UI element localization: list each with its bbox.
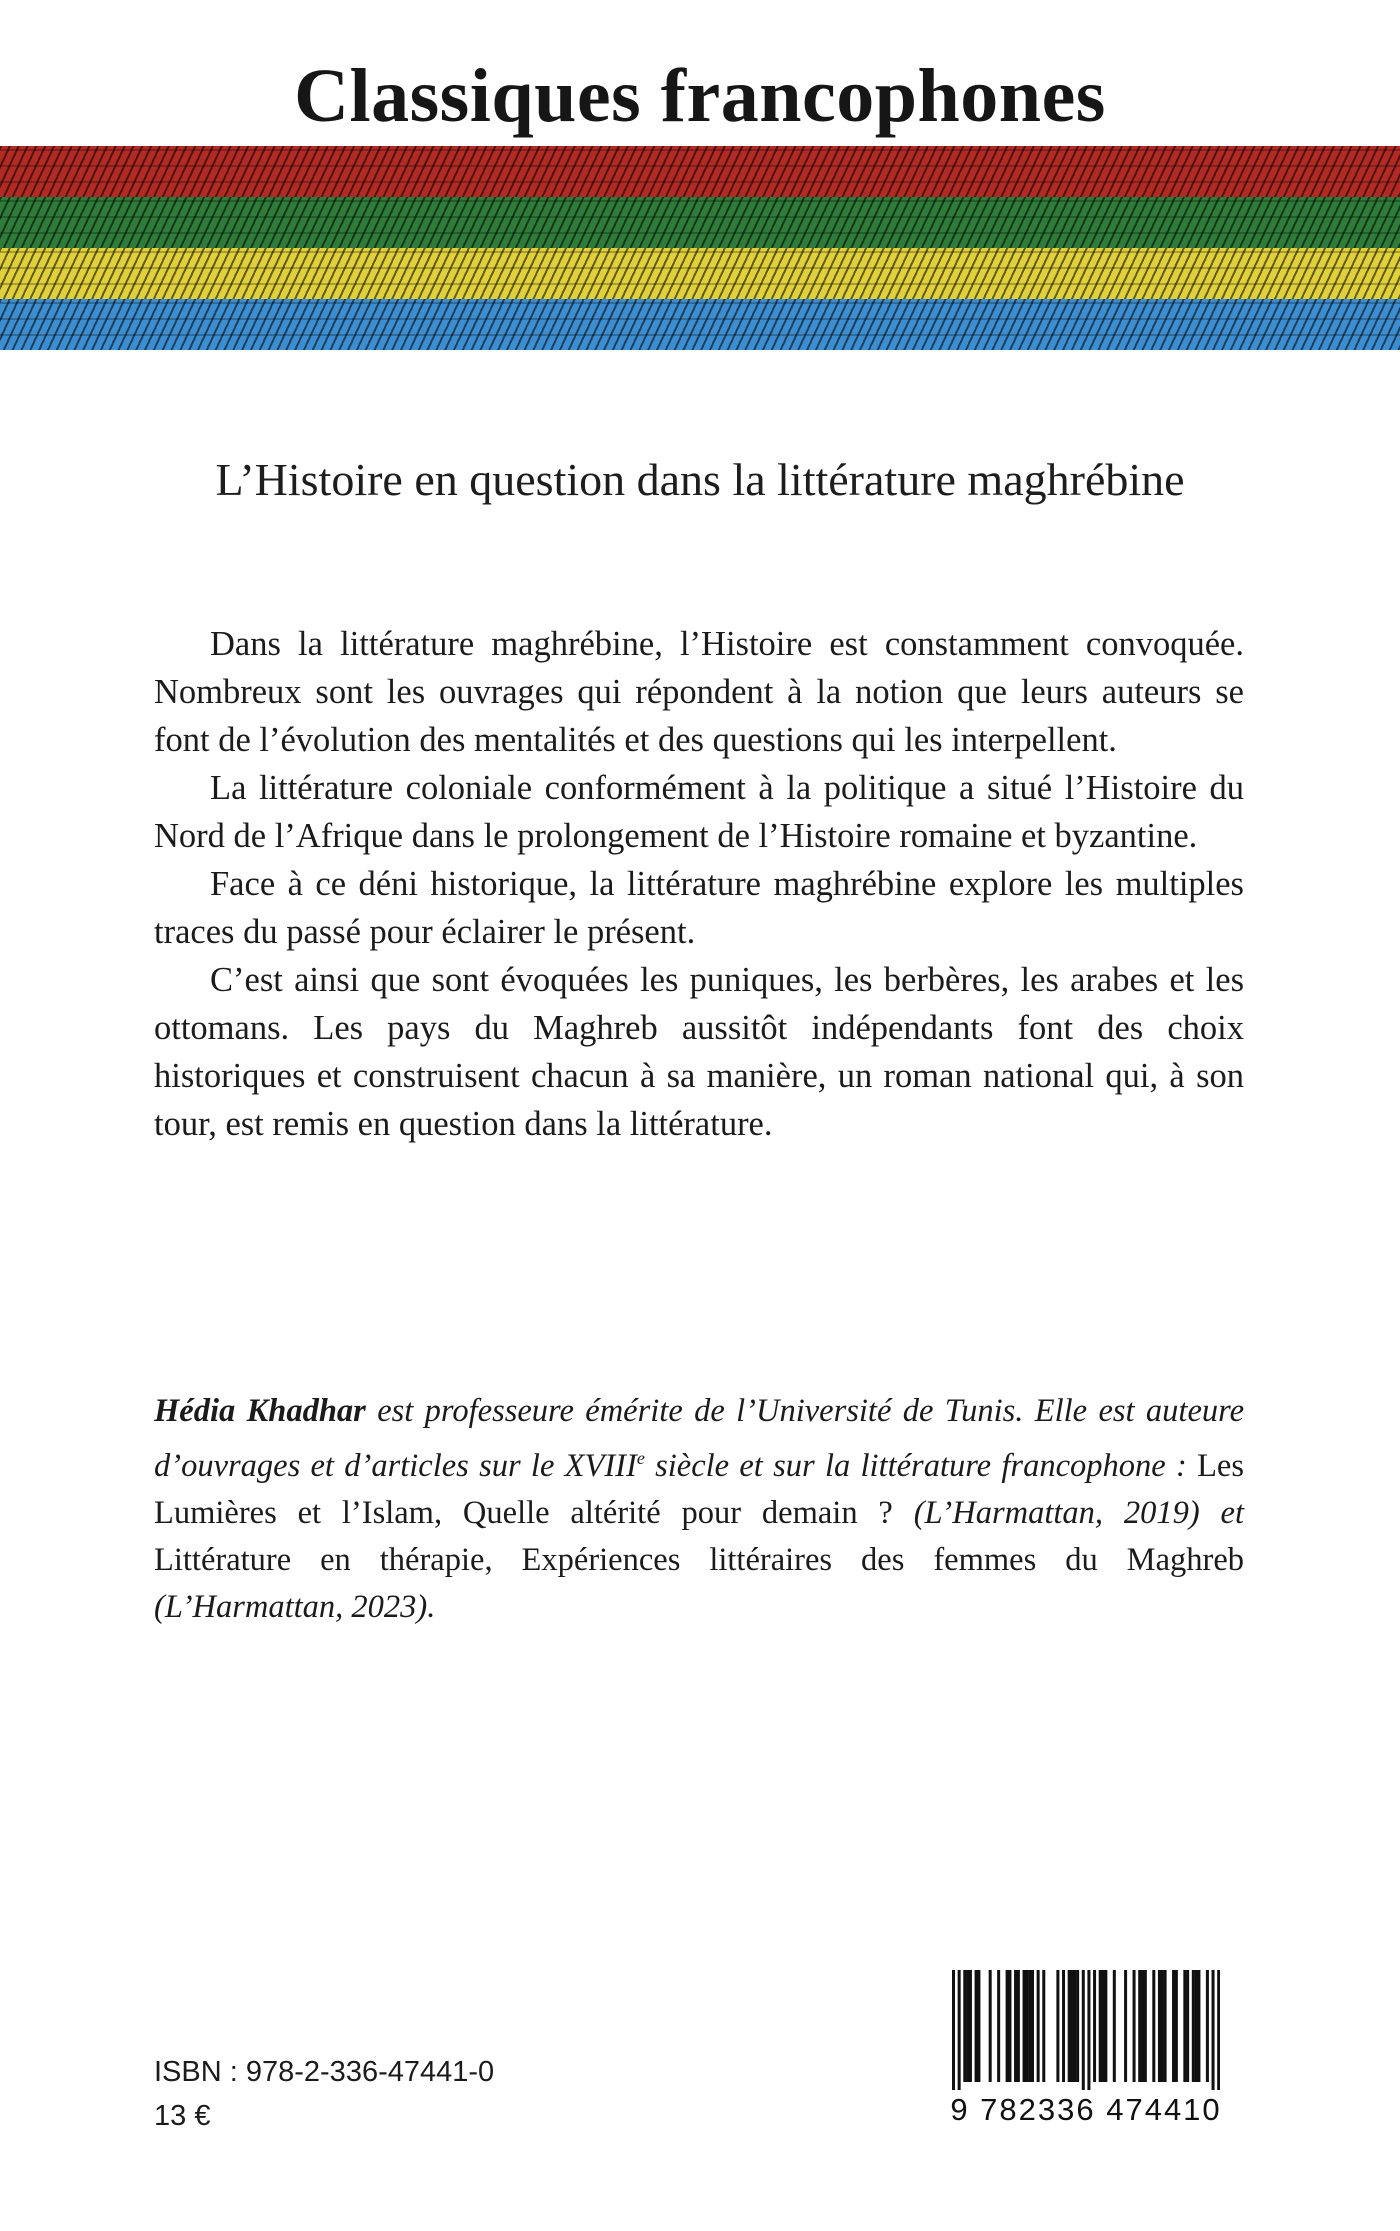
series-title: Classiques francophones: [294, 54, 1106, 138]
barcode-bar: [1192, 1970, 1195, 2082]
bio-text-2: siècle et sur la littérature francophone :: [644, 1447, 1198, 1484]
barcode-bar: [1195, 1970, 1198, 2082]
barcode-bar: [1008, 1970, 1011, 2082]
barcode-bar: [1161, 1970, 1164, 2082]
color-stripes: [0, 146, 1400, 350]
blurb-paragraph-3: Face à ce déni historique, la littérature maghrébine explore les multiples traces du passé pour éclairer le présent.: [154, 865, 1244, 951]
barcode-bar: [963, 1970, 966, 2082]
barcode-bar: [1006, 1970, 1009, 2082]
barcode-bar: [1073, 1970, 1076, 2082]
barcode-bar: [1056, 1970, 1059, 2082]
barcode-bar: [1099, 1970, 1102, 2082]
bio-publisher-2: (L’Harmattan, 2023).: [154, 1588, 436, 1625]
barcode-bar: [977, 1970, 980, 2082]
barcode-bar: [1037, 1970, 1040, 2082]
barcode-bar: [1014, 1970, 1017, 2082]
barcode-bar: [1172, 1970, 1175, 2082]
barcode-bar: [1152, 1970, 1155, 2082]
barcode-bar: [1093, 1970, 1096, 2082]
barcode-bar: [1197, 1970, 1200, 2082]
barcode-bar: [1183, 1970, 1186, 2082]
bio-publisher-1: (L’Harmattan, 2019) et: [892, 1494, 1244, 1531]
stripe-yellow: [0, 248, 1400, 299]
author-bio: [154, 1388, 1244, 1631]
barcode-bars: [952, 1970, 1220, 2090]
barcode-bar: [958, 1970, 961, 2090]
blurb: [154, 620, 1244, 1148]
barcode-bar: [975, 1970, 978, 2082]
author-name: Hédia Khadhar: [154, 1393, 366, 1429]
barcode-bar: [1062, 1970, 1065, 2082]
barcode-bar: [1042, 1970, 1045, 2082]
stripe-green: [0, 197, 1400, 248]
barcode-bar: [1217, 1970, 1220, 2090]
barcode-bar: [1206, 1970, 1209, 2082]
barcode-bar: [1144, 1970, 1147, 2082]
barcode-bar: [1028, 1970, 1031, 2082]
barcode-bar: [966, 1970, 969, 2082]
blurb-paragraph-2: La littérature coloniale conformément à la politique a situé l’Histoire du Nord de l’Afrique dans le prolongement de l’Histoire romaine et byzantine.: [154, 769, 1244, 855]
blurb-paragraph-4: C’est ainsi que sont évoquées les puniques, les berbères, les arabes et les ottomans. Les pays du Maghreb aussitôt indépendants font des choix historiques et construisent chacun à sa manière, un roman national qui, à son tour, est remis en question dans la littérature.: [154, 961, 1244, 1143]
barcode-bar: [997, 1970, 1000, 2082]
barcode-bar: [952, 1970, 955, 2090]
barcode-bar: [1087, 1970, 1090, 2090]
stripe-blue: [0, 299, 1400, 350]
barcode-bar: [1023, 1970, 1026, 2082]
barcode-bar: [1124, 1970, 1127, 2082]
barcode-bar: [969, 1970, 972, 2082]
price: 13 €: [154, 2100, 211, 2132]
bio-sup: e: [636, 1448, 645, 1468]
barcode-bar: [1076, 1970, 1079, 2082]
barcode-bar: [1102, 1970, 1105, 2082]
barcode-bar: [989, 1970, 992, 2082]
barcode-bar: [1104, 1970, 1107, 2082]
isbn: ISBN : 978-2-336-47441-0: [154, 2056, 495, 2088]
barcode-digits: 9 782336 474410: [950, 2092, 1222, 2127]
barcode-bar: [1175, 1970, 1178, 2082]
barcode-bar: [1141, 1970, 1144, 2082]
barcode-bar: [1133, 1970, 1136, 2082]
barcode-bar: [1070, 1970, 1073, 2082]
barcode-bar: [1164, 1970, 1167, 2082]
blurb-paragraph-1: Dans la littérature maghrébine, l’Histoire est constamment convoquée. Nombreux sont les ouvrages qui répondent à la notion que leurs auteurs se font de l’évolution des mentalités et des questions qui les interpellent.: [154, 625, 1244, 759]
barcode-bar: [1138, 1970, 1141, 2082]
barcode-bar: [1031, 1970, 1034, 2082]
stripe-red: [0, 146, 1400, 197]
barcode-bar: [1158, 1970, 1161, 2082]
bio-text-1: est professeure émérite de l’Université de Tunis. Elle est auteure d’ouvrages et d’articles sur le XVIII: [154, 1393, 1245, 1484]
isbn-block: [154, 2050, 494, 2138]
barcode-bar: [1113, 1970, 1116, 2082]
book-title: L’Histoire en question dans la littérature maghrébine: [215, 454, 1185, 505]
barcode-bar: [1025, 1970, 1028, 2082]
bio-book-1: Les Lumières et l’Islam, Quelle altérité pour demain ?: [154, 1447, 1244, 1531]
bio-book-2: Littérature en thérapie, Expériences littéraires des femmes du Maghreb: [154, 1541, 1244, 1578]
barcode-bar: [1186, 1970, 1189, 2082]
barcode-bar: [1212, 1970, 1215, 2090]
barcode: [940, 1962, 1232, 2130]
barcode-bar: [1068, 1970, 1071, 2082]
barcode-bar: [1017, 1970, 1020, 2082]
barcode-bar: [1082, 1970, 1085, 2090]
